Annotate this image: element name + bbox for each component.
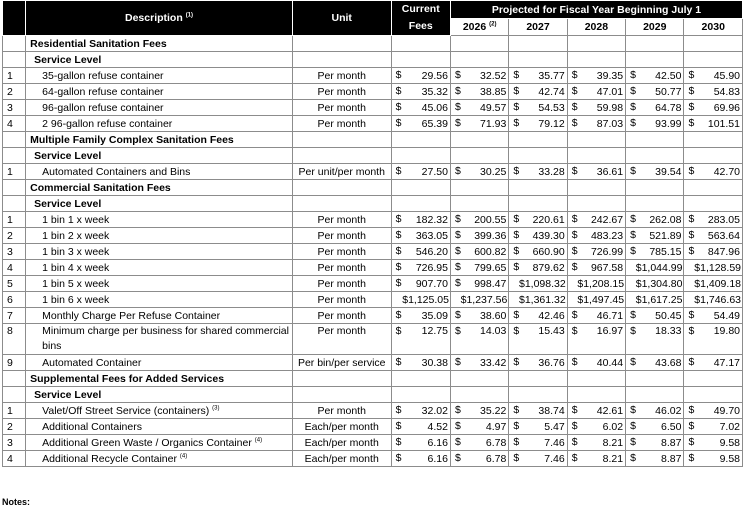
projected-fee-value: $ 7.02 (684, 419, 743, 435)
projected-fee-value: $ 785.15 (626, 244, 684, 260)
table-body (3, 36, 743, 467)
projected-fee-value: $ 43.68 (626, 355, 684, 371)
section-title: Residential Sanitation Fees (26, 36, 293, 52)
projected-fee-value: $ 87.03 (567, 116, 625, 132)
projected-fee-value: $ 39.54 (626, 164, 684, 180)
fee-row (3, 260, 743, 276)
projected-fee-value: $1,617.25 (626, 292, 684, 308)
projected-fee-value: $ 242.67 (567, 212, 625, 228)
projected-fee-value: $ 38.85 (450, 84, 508, 100)
fee-row (3, 276, 743, 292)
current-fee-value: $ 6.16 (391, 435, 450, 451)
fee-description: 1 bin 1 x week (26, 212, 293, 228)
row-number: 1 (3, 212, 26, 228)
fee-description: Valet/Off Street Service (containers) $^{(3)}$ (26, 403, 293, 419)
section-title: Multiple Family Complex Sanitation Fees (26, 132, 293, 148)
current-fee-value: $ 27.50 (391, 164, 450, 180)
fee-unit: Per month (292, 212, 391, 228)
projected-fee-value: $ 59.98 (567, 100, 625, 116)
projected-fee-value: $1,098.32 (509, 276, 567, 292)
projected-fee-value: $ 4.97 (450, 419, 508, 435)
row-number: 4 (3, 260, 26, 276)
projected-fee-value: $ 6.78 (450, 435, 508, 451)
projected-fee-value: $ 54.83 (684, 84, 743, 100)
row-number: 8 (3, 324, 26, 355)
fee-unit: Per month (292, 308, 391, 324)
fee-row (3, 116, 743, 132)
projected-fee-value: $ 42.50 (626, 68, 684, 84)
year-header-0: 2026 $^{(2)}$ (450, 19, 508, 36)
section-header-row (3, 132, 743, 148)
fee-row (3, 324, 743, 355)
fee-unit: Per month (292, 228, 391, 244)
projected-fee-value: $ 42.74 (509, 84, 567, 100)
service-level-label: Service Level (26, 148, 293, 164)
fee-unit: Per bin/per service (292, 355, 391, 371)
row-number: 4 (3, 116, 26, 132)
current-fee-value: $ 12.75 (391, 324, 450, 355)
projected-fee-value: $ 521.89 (626, 228, 684, 244)
projected-fee-value: $1,304.80 (626, 276, 684, 292)
projected-fee-value: $ 47.01 (567, 84, 625, 100)
projected-fee-value: $ 16.97 (567, 324, 625, 355)
projected-fee-value: $ 6.78 (450, 451, 508, 467)
fee-unit: Per month (292, 116, 391, 132)
projected-fee-value: $ 46.71 (567, 308, 625, 324)
projected-fee-value: $ 563.64 (684, 228, 743, 244)
fee-description: 1 bin 6 x week (26, 292, 293, 308)
projected-fee-value: $ 42.61 (567, 403, 625, 419)
fee-row (3, 68, 743, 84)
fee-row (3, 244, 743, 260)
projected-fee-value: $ 32.52 (450, 68, 508, 84)
row-number: 3 (3, 435, 26, 451)
section-header-row (3, 180, 743, 196)
projected-header: Projected for Fiscal Year Beginning July 1 (450, 1, 742, 19)
row-number: 6 (3, 292, 26, 308)
fee-unit: Per month (292, 292, 391, 308)
projected-fee-value: $ 33.28 (509, 164, 567, 180)
projected-fee-value: $ 69.96 (684, 100, 743, 116)
projected-fee-value: $ 8.21 (567, 451, 625, 467)
fee-unit: Per month (292, 100, 391, 116)
fee-unit: Per month (292, 84, 391, 100)
year-header-1: 2027 (509, 19, 567, 36)
projected-fee-value: $ 998.47 (450, 276, 508, 292)
projected-fee-value: $ 50.77 (626, 84, 684, 100)
service-level-label: Service Level (26, 196, 293, 212)
projected-fee-value: $ 71.93 (450, 116, 508, 132)
current-fee-value: $ 363.05 (391, 228, 450, 244)
row-number: 7 (3, 308, 26, 324)
current-fee-value: $ 4.52 (391, 419, 450, 435)
fee-row (3, 308, 743, 324)
service-level-row (3, 196, 743, 212)
header-spacer (3, 1, 26, 36)
service-level-row (3, 387, 743, 403)
projected-fee-value: $ 283.05 (684, 212, 743, 228)
row-number: 9 (3, 355, 26, 371)
projected-fee-value: $ 726.99 (567, 244, 625, 260)
section-title: Supplemental Fees for Added Services (26, 371, 293, 387)
row-number: 1 (3, 403, 26, 419)
current-fee-value: $ 65.39 (391, 116, 450, 132)
projected-fee-value: $ 439.30 (509, 228, 567, 244)
fee-row (3, 435, 743, 451)
fee-description: Minimum charge per business for shared commercial bins (26, 324, 293, 355)
fee-row (3, 403, 743, 419)
projected-fee-value: $ 9.58 (684, 435, 743, 451)
projected-fee-value: $ 54.49 (684, 308, 743, 324)
current-fee-value: $ 32.02 (391, 403, 450, 419)
projected-fee-value: $ 9.58 (684, 451, 743, 467)
current-fee-value: $ 907.70 (391, 276, 450, 292)
service-level-row (3, 148, 743, 164)
current-fee-value: $ 726.95 (391, 260, 450, 276)
fee-row (3, 451, 743, 467)
projected-fee-value: $ 5.47 (509, 419, 567, 435)
fee-row (3, 355, 743, 371)
section-header-row (3, 36, 743, 52)
projected-fee-value: $ 483.23 (567, 228, 625, 244)
fee-row (3, 212, 743, 228)
notes-label: Notes: (2, 497, 31, 507)
current-fee-value: $ 45.06 (391, 100, 450, 116)
fee-unit: Per month (292, 403, 391, 419)
row-number: 4 (3, 451, 26, 467)
fee-description: Additional Containers (26, 419, 293, 435)
fee-description: Automated Containers and Bins (26, 164, 293, 180)
row-number: 2 (3, 84, 26, 100)
fee-description: 1 bin 3 x week (26, 244, 293, 260)
projected-fee-value: $ 7.46 (509, 451, 567, 467)
projected-fee-value: $ 262.08 (626, 212, 684, 228)
projected-fee-value: $ 39.35 (567, 68, 625, 84)
projected-fee-value: $ 42.46 (509, 308, 567, 324)
service-level-row (3, 52, 743, 68)
projected-fee-value: $ 42.70 (684, 164, 743, 180)
projected-fee-value: $ 220.61 (509, 212, 567, 228)
row-number: 1 (3, 68, 26, 84)
current-fee-value: $1,125.05 (391, 292, 450, 308)
description-header: Description $^{(1)}$ (26, 1, 293, 36)
row-number: 3 (3, 244, 26, 260)
projected-fee-value: $1,237.56 (450, 292, 508, 308)
fee-unit: Per month (292, 244, 391, 260)
projected-fee-value: $ 8.87 (626, 435, 684, 451)
projected-fee-value: $1,208.15 (567, 276, 625, 292)
fee-row (3, 100, 743, 116)
projected-fee-value: $ 967.58 (567, 260, 625, 276)
projected-fee-value: $ 38.60 (450, 308, 508, 324)
projected-fee-value: $1,128.59 (684, 260, 743, 276)
projected-fee-value: $ 660.90 (509, 244, 567, 260)
fee-row (3, 228, 743, 244)
fee-description: 1 bin 5 x week (26, 276, 293, 292)
row-number: 2 (3, 228, 26, 244)
fee-unit: Each/per month (292, 435, 391, 451)
unit-header: Unit (292, 1, 391, 36)
projected-fee-value: $ 6.02 (567, 419, 625, 435)
current-fees-header: Current Fees (391, 1, 450, 36)
service-level-label: Service Level (26, 52, 293, 68)
fee-unit: Per month (292, 324, 391, 355)
fee-description: Monthly Charge Per Refuse Container (26, 308, 293, 324)
fee-unit: Per month (292, 276, 391, 292)
projected-fee-value: $ 54.53 (509, 100, 567, 116)
current-fee-value: $ 546.20 (391, 244, 450, 260)
current-fee-value: $ 35.32 (391, 84, 450, 100)
projected-fee-value: $ 50.45 (626, 308, 684, 324)
fee-description: Additional Recycle Container $^{(4)}$ (26, 451, 293, 467)
year-header-3: 2029 (626, 19, 684, 36)
fee-description: Automated Container (26, 355, 293, 371)
year-header-2: 2028 (567, 19, 625, 36)
fee-unit: Per month (292, 260, 391, 276)
current-fee-value: $ 182.32 (391, 212, 450, 228)
current-fee-value: $ 35.09 (391, 308, 450, 324)
fee-description: 1 bin 2 x week (26, 228, 293, 244)
fee-row (3, 84, 743, 100)
projected-fee-value: $ 64.78 (626, 100, 684, 116)
fee-row (3, 419, 743, 435)
projected-fee-value: $ 200.55 (450, 212, 508, 228)
projected-fee-value: $ 600.82 (450, 244, 508, 260)
projected-fee-value: $ 35.77 (509, 68, 567, 84)
fee-row (3, 164, 743, 180)
projected-fee-value: $ 101.51 (684, 116, 743, 132)
fee-description: 64-gallon refuse container (26, 84, 293, 100)
projected-fee-value: $ 799.65 (450, 260, 508, 276)
projected-fee-value: $ 35.22 (450, 403, 508, 419)
projected-fee-value: $1,044.99 (626, 260, 684, 276)
service-level-label: Service Level (26, 387, 293, 403)
projected-fee-value: $ 14.03 (450, 324, 508, 355)
fee-unit: Each/per month (292, 451, 391, 467)
year-header-4: 2030 (684, 19, 743, 36)
projected-fee-value: $ 19.80 (684, 324, 743, 355)
row-number: 5 (3, 276, 26, 292)
fee-description: 2 96-gallon refuse container (26, 116, 293, 132)
projected-fee-value: $ 8.87 (626, 451, 684, 467)
fee-description: 35-gallon refuse container (26, 68, 293, 84)
section-header-row (3, 371, 743, 387)
projected-fee-value: $1,409.18 (684, 276, 743, 292)
projected-fee-value: $ 93.99 (626, 116, 684, 132)
projected-fee-value: $ 38.74 (509, 403, 567, 419)
projected-fee-value: $ 40.44 (567, 355, 625, 371)
fee-unit: Each/per month (292, 419, 391, 435)
fee-description: 1 bin 4 x week (26, 260, 293, 276)
projected-fee-value: $ 33.42 (450, 355, 508, 371)
projected-fee-value: $ 47.17 (684, 355, 743, 371)
current-fee-value: $ 6.16 (391, 451, 450, 467)
projected-fee-value: $ 15.43 (509, 324, 567, 355)
fee-description: 96-gallon refuse container (26, 100, 293, 116)
projected-fee-value: $ 49.57 (450, 100, 508, 116)
projected-fee-value: $ 45.90 (684, 68, 743, 84)
projected-fee-value: $ 79.12 (509, 116, 567, 132)
projected-fee-value: $1,497.45 (567, 292, 625, 308)
fee-row (3, 292, 743, 308)
projected-fee-value: $ 18.33 (626, 324, 684, 355)
projected-fee-value: $ 36.76 (509, 355, 567, 371)
projected-fee-value: $1,746.63 (684, 292, 743, 308)
fee-unit: Per month (292, 68, 391, 84)
fee-description: Additional Green Waste / Organics Container $^{(4)}$ (26, 435, 293, 451)
projected-fee-value: $ 6.50 (626, 419, 684, 435)
projected-fee-value: $1,361.32 (509, 292, 567, 308)
row-number: 3 (3, 100, 26, 116)
table-header (3, 1, 743, 36)
projected-fee-value: $ 847.96 (684, 244, 743, 260)
projected-fee-value: $ 30.25 (450, 164, 508, 180)
section-title: Commercial Sanitation Fees (26, 180, 293, 196)
current-fee-value: $ 30.38 (391, 355, 450, 371)
projected-fee-value: $ 879.62 (509, 260, 567, 276)
projected-fee-value: $ 399.36 (450, 228, 508, 244)
projected-fee-value: $ 46.02 (626, 403, 684, 419)
fee-schedule-table (2, 0, 743, 467)
projected-fee-value: $ 8.21 (567, 435, 625, 451)
current-fee-value: $ 29.56 (391, 68, 450, 84)
row-number: 1 (3, 164, 26, 180)
projected-fee-value: $ 7.46 (509, 435, 567, 451)
projected-fee-value: $ 49.70 (684, 403, 743, 419)
row-number: 2 (3, 419, 26, 435)
projected-fee-value: $ 36.61 (567, 164, 625, 180)
fee-unit: Per unit/per month (292, 164, 391, 180)
